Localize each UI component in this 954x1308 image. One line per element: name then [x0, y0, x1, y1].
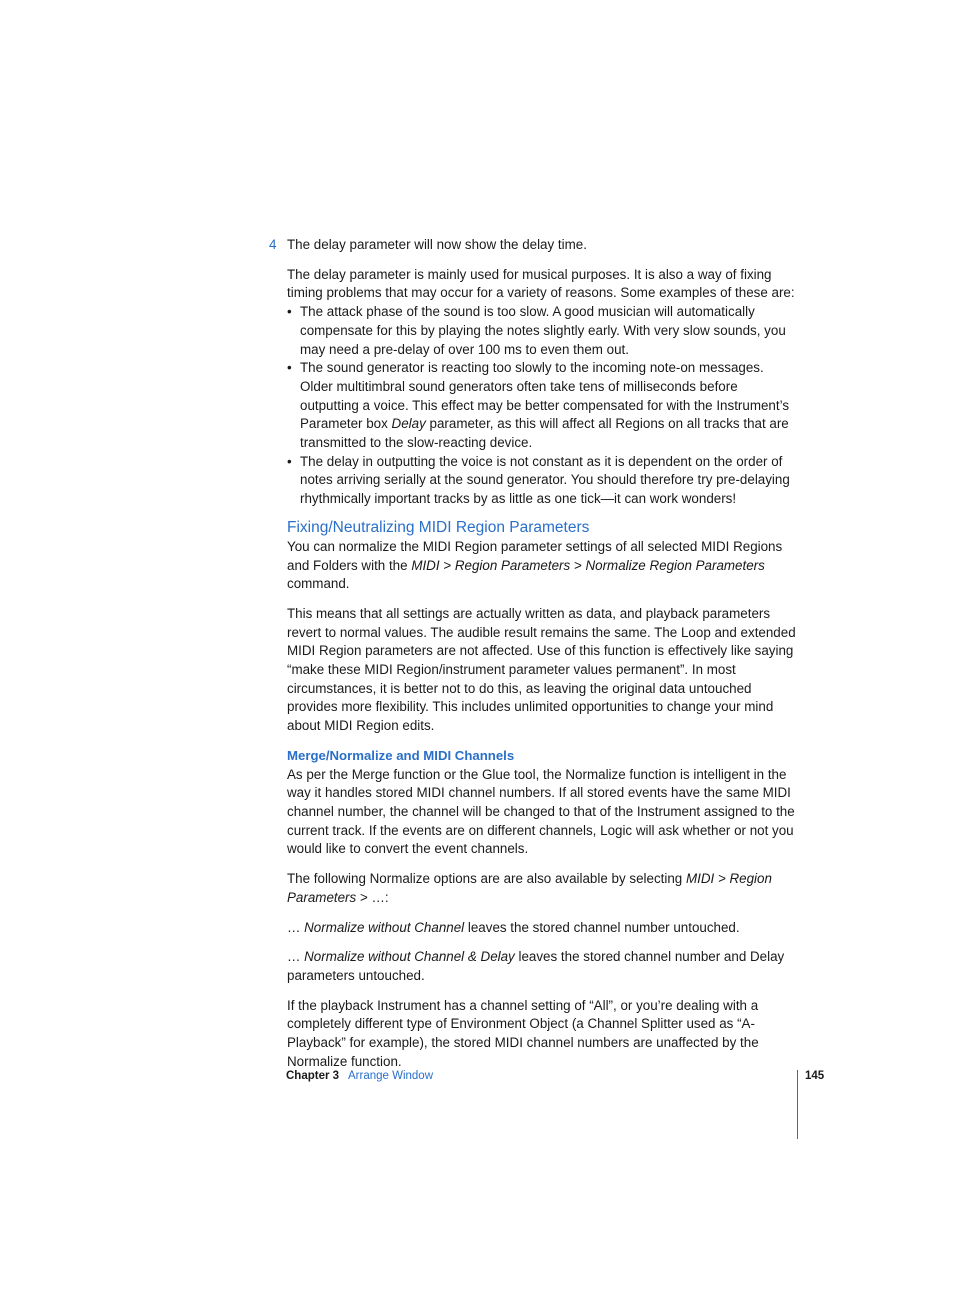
examples-list [287, 303, 797, 509]
list-item-text: parameter, as this will affect all Regions on all tracks that are transmitted to the slow-reacting device. [300, 416, 789, 451]
paragraph-text: leaves the stored channel number untouched. [464, 919, 740, 935]
page-footer [286, 1070, 826, 1090]
step-item [269, 236, 797, 255]
list-item [287, 359, 797, 453]
paragraph-text: > …: [356, 889, 389, 905]
bullet-marker: • [287, 453, 292, 469]
paragraph-text: … [287, 919, 305, 935]
list-item [287, 453, 797, 509]
normalize-option [287, 919, 797, 938]
footer-chapter: Chapter 3 [286, 1070, 340, 1082]
menu-path: MIDI > Region Parameters > Normalize Region Parameters [411, 557, 765, 573]
list-item-text: The attack phase of the sound is too slow. A good musician will automatically compensate for this by playing the notes slightly early. With very slow sounds, you may need a pre-delay of over 100 ms to even them out. [300, 304, 786, 357]
subsection-paragraph [287, 870, 797, 907]
option-name: Normalize without Channel [304, 919, 465, 935]
subsection-heading: Merge/Normalize and MIDI Channels [287, 747, 515, 763]
bullet-marker: • [287, 304, 292, 320]
normalize-option [287, 948, 797, 985]
list-item-text: The delay in outputting the voice is not constant as it is dependent on the order of notes arriving serially at the sound generator. You should therefore try pre-delaying rhythmically important tracks by as little as one tick—it can work wonders! [300, 453, 790, 507]
section-paragraph [287, 538, 797, 594]
step-number: 4 [269, 237, 277, 252]
subsection-paragraph: As per the Merge function or the Glue tool, the Normalize function is intelligent in the way it handles stored MIDI channel numbers. If all stored events have the same MIDI channel number, the channel will be changed to that of the Instrument assigned to the current track. If the events are on different channels, Logic will ask whether or not you would like to convert the event channels. [287, 766, 795, 857]
page-number: 145 [805, 1070, 825, 1082]
section-heading: Fixing/Neutralizing MIDI Region Parameters [287, 518, 590, 536]
page-content [269, 236, 797, 1071]
list-item-italic: Delay [391, 416, 426, 432]
intro-paragraph: The delay parameter is mainly used for musical purposes. It is also a way of fixing timing problems that may occur for a variety of reasons. Some examples of these are: [287, 266, 795, 301]
paragraph-text: You can normalize the MIDI Region parameter settings of all selected MIDI Regions and Folders with the [287, 538, 783, 573]
list-item [287, 303, 797, 359]
section-paragraph: This means that all settings are actually written as data, and playback parameters revert to normal values. The audible result remains the same. The Loop and extended MIDI Region parameters are not affected. Use of this function is effectively like saying “make these MIDI Region/instrument parameter values permanent”. In most circumstances, it is better not to do this, as leaving the original data untouched provides more flexibility. This includes unlimited opportunities to change your mind about MIDI Region edits. [287, 605, 796, 734]
list-item-text: The sound generator is reacting too slowly to the incoming note-on messages. Older multitimbral sound generators often take tens of milliseconds before outputting a voice. This effect may be better compensated for with the Instrument’s Parameter box [300, 360, 790, 432]
paragraph-text: command. [287, 576, 350, 592]
subsection-paragraph: If the playback Instrument has a channel setting of “All”, or you’re dealing with a completely different type of Environment Object (a Channel Splitter used as “A-Playback” for example), the stored MIDI channel numbers are unaffected by the Normalize function. [287, 997, 759, 1069]
bullet-marker: • [287, 360, 292, 376]
paragraph-text: The following Normalize options are are also available by selecting [287, 871, 686, 887]
step-text: The delay parameter will now show the delay time. [287, 237, 587, 252]
paragraph-text: … [287, 949, 305, 965]
footer-divider [797, 1070, 798, 1139]
menu-path: MIDI > Region Parameters [287, 871, 772, 905]
paragraph-text: leaves the stored channel number and Delay parameters untouched. [287, 949, 785, 983]
option-name: Normalize without Channel & Delay [304, 949, 515, 965]
footer-chapter-name: Arrange Window [348, 1070, 434, 1082]
